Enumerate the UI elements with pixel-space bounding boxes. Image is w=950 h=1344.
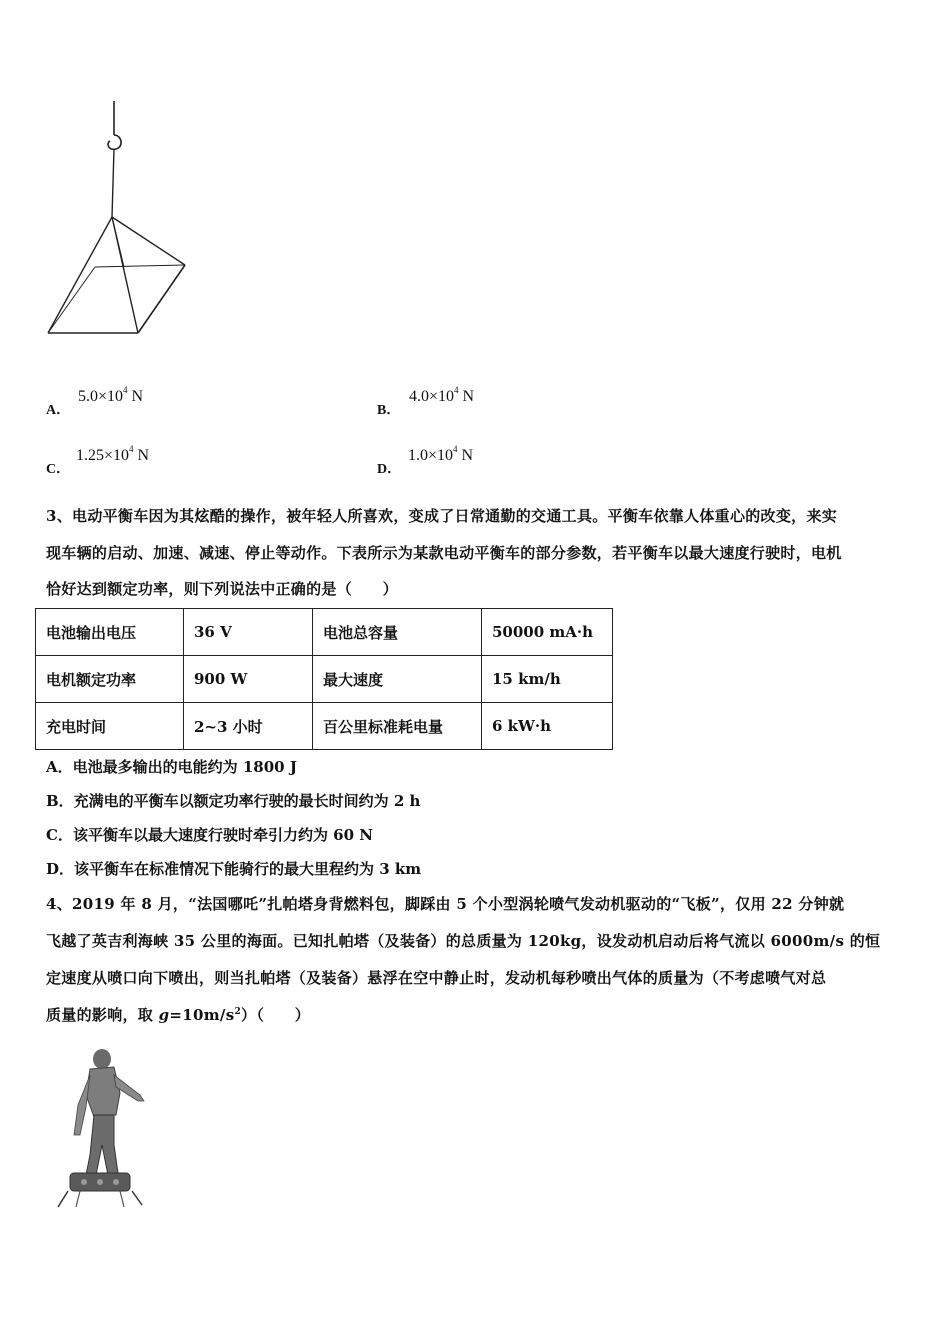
table-cell: 2~3 小时 xyxy=(184,703,313,750)
q3-stem-line-1: 3、电动平衡车因为其炫酷的操作，被年轻人所喜欢，变成了日常通勤的交通工具。平衡车依靠人体重心的改变，来实 xyxy=(46,507,838,525)
table-cell: 36 V xyxy=(184,609,313,656)
q3-option-d: D．该平衡车在标准情况下能骑行的最大里程约为 3 km xyxy=(46,860,422,878)
table-row xyxy=(36,656,613,703)
q2-option-d-letter: D． xyxy=(377,462,402,477)
table-cell: 900 W xyxy=(184,656,313,703)
flyboard-pilot-illustration xyxy=(50,1045,150,1210)
hook-pyramid-figure xyxy=(40,95,200,345)
table-cell: 电池输出电压 xyxy=(36,609,184,656)
table-cell: 电池总容量 xyxy=(313,609,482,656)
q2-option-a-value: $5.0\times 10^4$ N xyxy=(78,385,144,405)
table-row xyxy=(36,609,613,656)
q3-option-b: B．充满电的平衡车以额定功率行驶的最长时间约为 2 h xyxy=(46,792,421,810)
table-cell: 电机额定功率 xyxy=(36,656,184,703)
q4-stem-line-2: 飞越了英吉利海峡 35 公里的海面。已知扎帕塔（及装备）的总质量为 120kg，设发动机启动后将气流以 6000m/s 的恒 xyxy=(46,932,881,950)
q2-option-c-value: $1.25\times 10^4$ N xyxy=(76,444,150,464)
q3-parameter-table xyxy=(35,608,613,750)
q3-stem-line-2: 现车辆的启动、加速、减速、停止等动作。下表所示为某款电动平衡车的部分参数，若平衡车以最大速度行驶时，电机 xyxy=(46,544,842,562)
table-cell: 50000 mA·h xyxy=(482,609,613,656)
q2-option-b-letter: B． xyxy=(377,403,401,418)
q4-stem-line-3: 定速度从喷口向下喷出，则当扎帕塔（及装备）悬浮在空中静止时，发动机每秒喷出气体的质量为（不考虑喷气对总 xyxy=(46,969,827,987)
q2-option-d-value: $1.0\times 10^4$ N xyxy=(408,444,474,464)
table-cell: 充电时间 xyxy=(36,703,184,750)
q2-option-a-letter: A． xyxy=(46,403,71,418)
table-row xyxy=(36,703,613,750)
q2-option-b-value: $4.0\times 10^4$ N xyxy=(409,385,475,405)
table-cell: 百公里标准耗电量 xyxy=(313,703,482,750)
table-cell: 6 kW·h xyxy=(482,703,613,750)
table-cell: 15 km/h xyxy=(482,656,613,703)
q3-option-c: C．该平衡车以最大速度行驶时牵引力约为 60 N xyxy=(46,826,373,844)
q3-stem-line-3: 恰好达到额定功率，则下列说法中正确的是（ ） xyxy=(46,580,398,598)
q3-option-a: A．电池最多输出的电能约为 1800 J xyxy=(46,758,297,776)
q2-option-c-letter: C． xyxy=(46,462,71,477)
q4-stem-line-4: 质量的影响，取 $g=10m/s^2$）（ ） xyxy=(46,1006,311,1024)
table-cell: 最大速度 xyxy=(313,656,482,703)
q4-stem-line-1: 4、2019 年 8 月，“法国哪吒”扎帕塔身背燃料包，脚踩由 5 个小型涡轮喷气发动机驱动的“飞板”，仅用 22 分钟就 xyxy=(46,895,845,913)
